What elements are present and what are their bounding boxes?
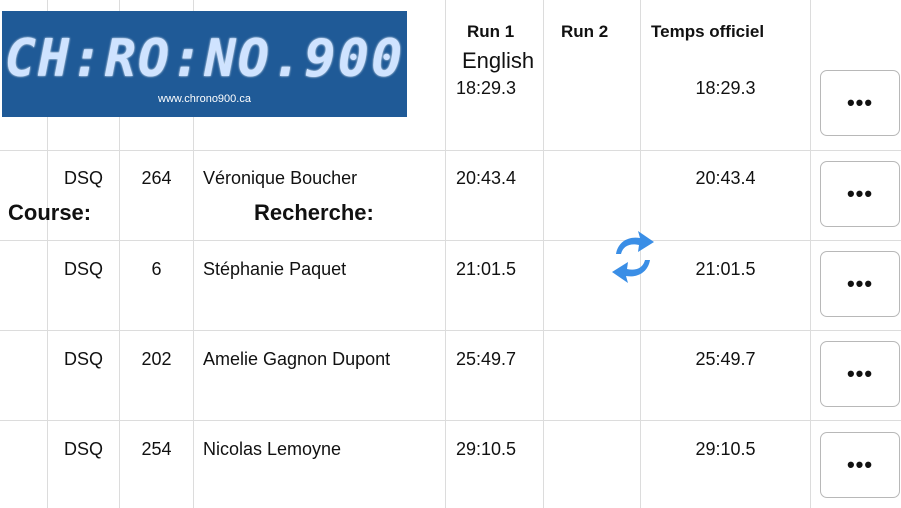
athlete-name: Stéphanie Paquet — [203, 259, 347, 279]
logo-url: www.chrono900.ca — [158, 93, 251, 105]
run1-time: 21:01.5 — [456, 259, 517, 279]
grid-vline — [810, 0, 811, 508]
bib-number: 264 — [141, 168, 172, 188]
bib-number: 202 — [141, 349, 172, 369]
column-header-official-time[interactable]: Temps officiel — [651, 22, 765, 41]
more-options-button[interactable]: ••• — [820, 161, 900, 227]
run1-time: 25:49.7 — [456, 349, 517, 369]
athlete-name: Nicolas Lemoyne — [203, 439, 342, 459]
language-link[interactable]: English — [462, 48, 535, 73]
status-cell: DSQ — [63, 439, 103, 459]
grid-vline — [445, 0, 446, 508]
more-options-button[interactable]: ••• — [820, 432, 900, 498]
grid-vline — [543, 0, 544, 508]
status-cell: DSQ — [63, 349, 103, 369]
status-cell: DSQ — [63, 168, 103, 188]
official-time: 25:49.7 — [695, 349, 756, 369]
athlete-name: Amelie Gagnon Dupont — [203, 349, 391, 369]
column-header-run1[interactable]: Run 1 — [467, 22, 515, 41]
refresh-icon[interactable] — [608, 228, 658, 286]
more-options-button[interactable]: ••• — [820, 251, 900, 317]
bib-number: 254 — [141, 439, 172, 459]
column-header-run2[interactable]: Run 2 — [561, 22, 609, 41]
grid-hline — [0, 330, 901, 331]
athlete-name: Véronique Boucher — [203, 168, 358, 188]
status-cell: DSQ — [63, 259, 103, 279]
search-label: Recherche: — [254, 200, 374, 225]
official-time: 29:10.5 — [695, 439, 756, 459]
more-options-button[interactable]: ••• — [820, 341, 900, 407]
run1-time: 18:29.3 — [456, 78, 517, 98]
grid-hline — [0, 150, 901, 151]
bib-number: 6 — [151, 259, 162, 279]
official-time: 18:29.3 — [695, 78, 756, 98]
run1-time: 20:43.4 — [456, 168, 517, 188]
more-options-button[interactable]: ••• — [820, 70, 900, 136]
official-time: 20:43.4 — [695, 168, 756, 188]
grid-hline — [0, 240, 901, 241]
official-time: 21:01.5 — [695, 259, 756, 279]
course-label: Course: — [8, 200, 92, 225]
run1-time: 29:10.5 — [456, 439, 517, 459]
grid-hline — [0, 420, 901, 421]
logo-title: CH:RO:NO.900 — [4, 29, 405, 89]
chrono900-logo[interactable] — [2, 11, 407, 117]
